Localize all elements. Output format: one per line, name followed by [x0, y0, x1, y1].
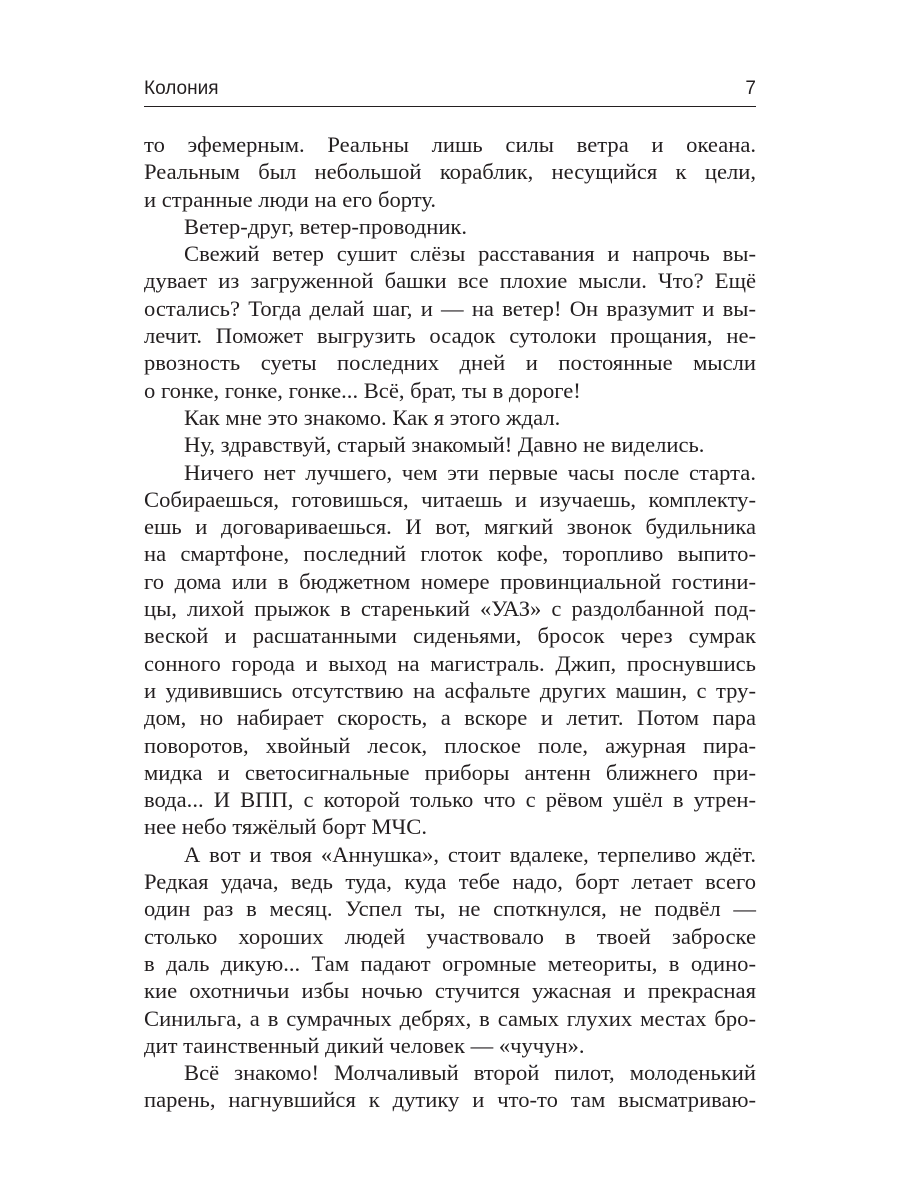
body-text — [144, 131, 756, 1114]
text-line: нее небо тяжёлый борт МЧС. — [144, 814, 427, 840]
text-line: А вот и твоя «Аннушка», стоит вдалеке, терпеливо ждёт. — [184, 841, 756, 867]
text-line: поворотов, хвойный лесок, плоское поле, ажурная пира- — [144, 732, 756, 758]
text-line: в даль дикую... Там падают огромные метеориты, в одино- — [144, 950, 756, 976]
text-line: дувает из загруженной башки все плохие мысли. Что? Ещё — [144, 268, 756, 294]
text-line: то эфемерным. Реальны лишь силы ветра и океана. — [144, 132, 756, 157]
text-line: столько хороших людей участвовало в твоей заброске — [144, 923, 756, 949]
text-line: остались? Тогда делай шаг, и — на ветер! Он вразумит и вы- — [144, 295, 756, 321]
text-line: цы, лихой прыжок в старенький «УАЗ» с раздолбанной под- — [144, 596, 756, 622]
text-line: кие охотничьи избы ночью стучится ужасная и прекрасная — [144, 978, 756, 1004]
running-title: Колония — [144, 78, 219, 99]
text-line: дит таинственный дикий человек — «чучун». — [144, 1032, 585, 1058]
text-line: вода... И ВПП, с которой только что с рёвом ушёл в утрен- — [144, 787, 756, 813]
text-line: Собираешься, готовишься, читаешь и изучаешь, комплекту- — [144, 486, 756, 512]
text-line: на смартфоне, последний глоток кофе, торопливо выпито- — [144, 541, 756, 567]
text-line: о гонке, гонке, гонке... Всё, брат, ты в дороге! — [144, 377, 581, 403]
text-line: Всё знакомо! Молчаливый второй пилот, молоденький — [184, 1060, 756, 1086]
text-line: и странные люди на его борту. — [144, 186, 437, 212]
text-line: Синильга, а в сумрачных дебрях, в самых глухих местах бро- — [144, 1005, 756, 1031]
text-line: парень, нагнувшийся к дутику и что-то там высматриваю- — [144, 1087, 756, 1113]
text-line: Как мне это знакомо. Как я этого ждал. — [184, 404, 561, 430]
text-line: один раз в месяц. Успел ты, не споткнулся, не подвёл — — [144, 896, 756, 922]
page-number: 7 — [745, 78, 756, 99]
text-line: мидка и светосигнальные приборы антенн ближнего при- — [144, 759, 756, 785]
text-line: рвозность суеты последних дней и постоянные мысли — [144, 350, 756, 376]
text-line: дом, но набирает скорость, а вскоре и летит. Потом пара — [144, 705, 756, 731]
page-header — [144, 76, 756, 107]
text-line: сонного города и выход на магистраль. Джип, проснувшись — [144, 650, 756, 676]
text-line: Редкая удача, ведь туда, куда тебе надо, борт летает всего — [144, 869, 756, 895]
text-line: Свежий ветер сушит слёзы расставания и напрочь вы- — [184, 241, 756, 267]
text-line: Реальным был небольшой кораблик, несущийся к цели, — [144, 159, 756, 185]
text-line: го дома или в бюджетном номере провинциальной гостини- — [144, 568, 756, 594]
text-line: Ветер-друг, ветер-проводник. — [184, 213, 468, 239]
text-line: лечит. Поможет выгрузить осадок сутолоки прощания, не- — [144, 323, 756, 349]
text-line: и удивившись отсутствию на асфальте других машин, с тру- — [144, 677, 756, 703]
text-line: веской и расшатанными сиденьями, бросок через сумрак — [144, 623, 756, 649]
text-line: Ну, здравствуй, старый знакомый! Давно не виделись. — [184, 432, 705, 458]
text-line: Ничего нет лучшего, чем эти первые часы после старта. — [184, 459, 756, 485]
text-line: ешь и договариваешься. И вот, мягкий звонок будильника — [144, 514, 756, 540]
